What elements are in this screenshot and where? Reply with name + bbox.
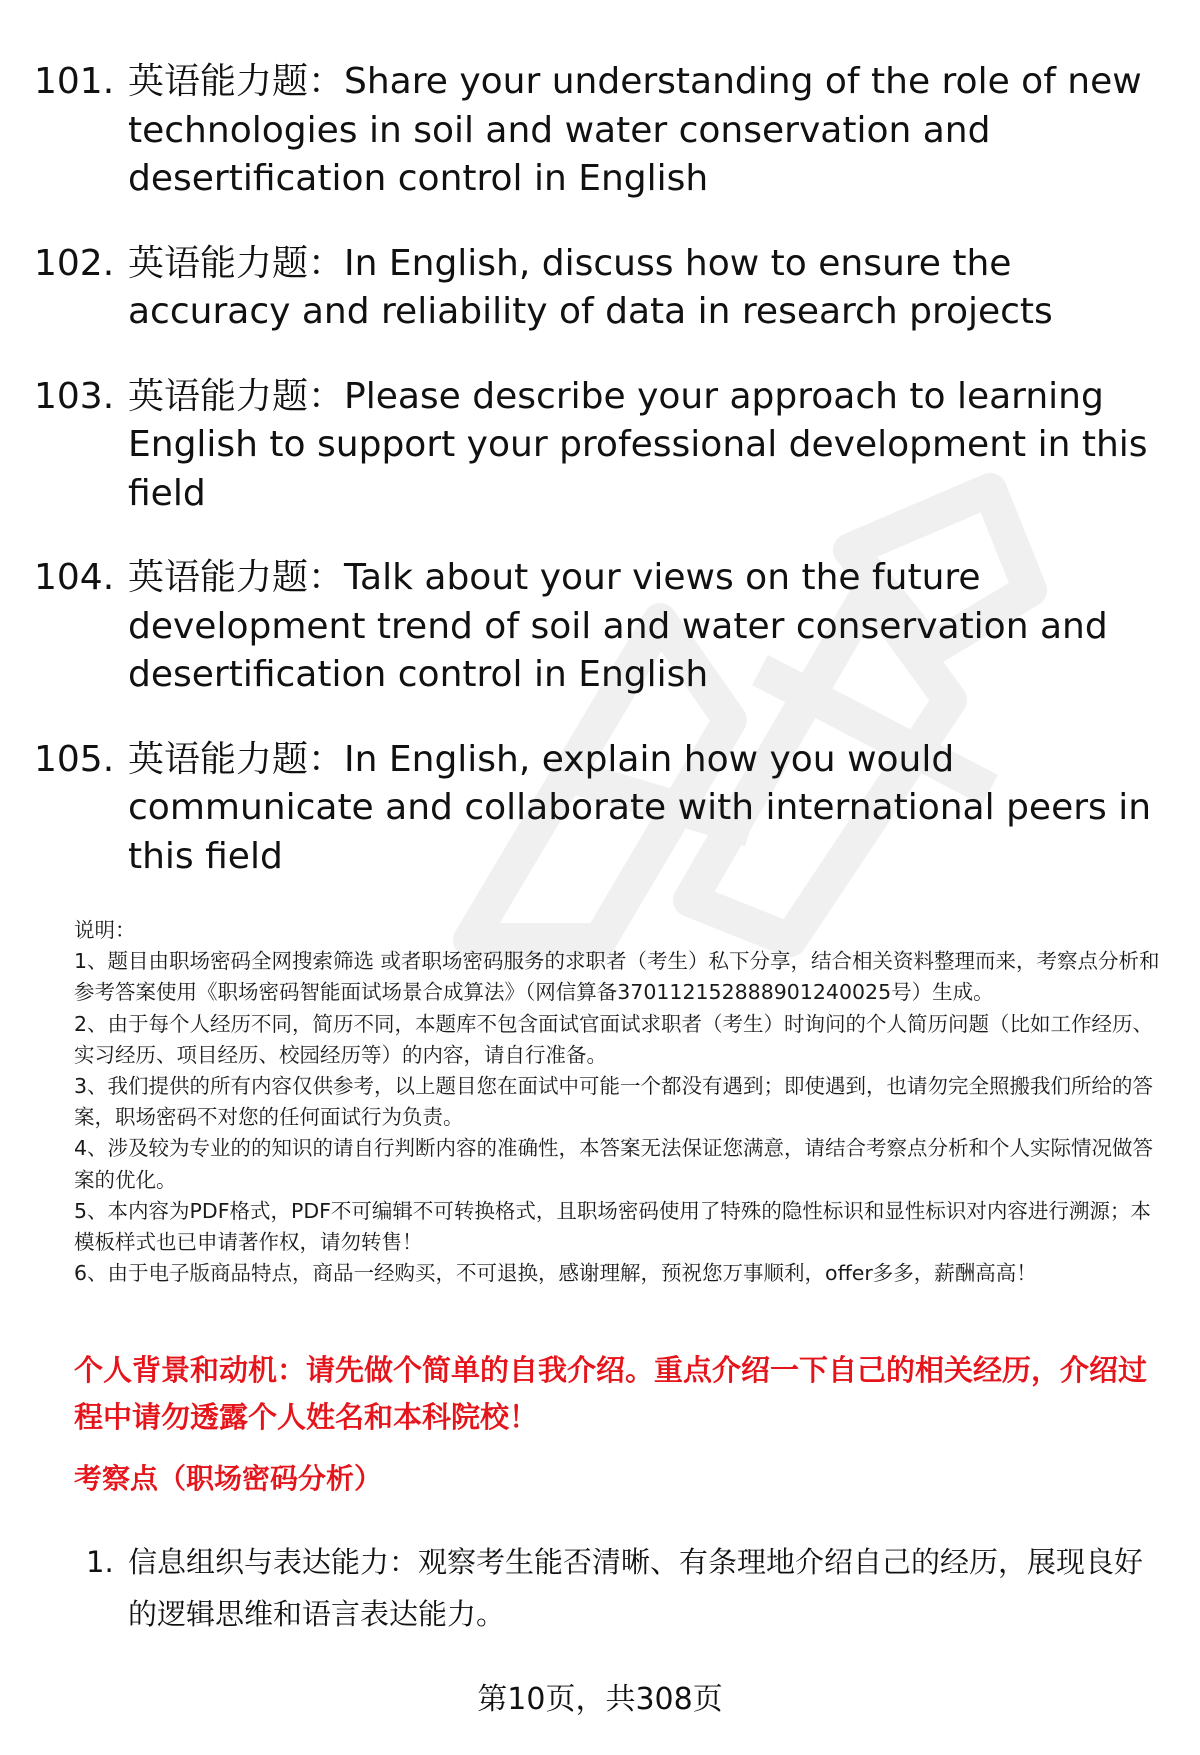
question-item [34,58,1174,204]
notes-section [74,915,1164,1289]
question-number: 101. [34,61,115,102]
note-item: 4、涉及较为专业的的知识的请自行判断内容的准确性，本答案无法保证您满意，请结合考察点分析和个人实际情况做答案的优化。 [74,1136,1154,1192]
question-number: 102. [34,242,115,284]
question-item [34,554,1174,700]
question-item [34,240,1174,337]
question-number: 104. [34,557,115,598]
analysis-subheading: 考察点（职场密码分析） [74,1462,383,1495]
analysis-point-list [86,1536,1166,1640]
notes-title: 说明： [74,918,136,942]
analysis-point [86,1536,1166,1640]
question-number: 103. [34,375,115,417]
note-item: 5、本内容为PDF格式，PDF不可编辑不可转换格式，且职场密码使用了特殊的隐性标识和显性标识对内容进行溯源；本模板样式也已申请著作权，请勿转售！ [74,1198,1151,1255]
question-text: 英语能力题：In English, discuss how to ensure the accuracy and reliability of data in research projects [128,242,1053,332]
question-list [34,58,1174,917]
note-item: 6、由于电子版商品特点，商品一经购买，不可退换，感谢理解，预祝您万事顺利，offer多多，薪酬高高！ [74,1261,1037,1286]
question-item [34,373,1174,519]
section-heading: 个人背景和动机：请先做个简单的自我介绍。重点介绍一下自己的相关经历，介绍过程中请勿透露个人姓名和本科院校！ [74,1353,1148,1434]
note-item: 3、我们提供的所有内容仅供参考，以上题目您在面试中可能一个都没有遇到；即使遇到，也请勿完全照搬我们所给的答案，职场密码不对您的任何面试行为负责。 [74,1074,1154,1130]
question-text: 英语能力题：In English, explain how you would communicate and collaborate with international peers in this field [128,738,1152,877]
question-text: 英语能力题：Please describe your approach to learning English to support your professional development in this field [128,375,1148,514]
question-text: 英语能力题：Share your understanding of the role of new technologies in soil and water conservation and desertification control in English [128,61,1142,199]
note-item: 2、由于每个人经历不同，简历不同，本题库不包含面试官面试求职者（考生）时询问的个人简历问题（比如工作经历、实习经历、项目经历、校园经历等）的内容，请自行准备。 [74,1011,1154,1067]
point-number: 1. [86,1545,114,1579]
question-text: 英语能力题：Talk about your views on the future development trend of soil and water conservation and desertification control in English [128,557,1108,695]
page-footer: 第10页，共308页 [477,1682,723,1717]
point-text: 信息组织与表达能力：观察考生能否清晰、有条理地介绍自己的经历，展现良好的逻辑思维和语言表达能力。 [128,1545,1144,1631]
question-item [34,736,1174,882]
question-number: 105. [34,738,115,780]
note-item: 1、题目由职场密码全网搜索筛选 或者职场密码服务的求职者（考生）私下分享，结合相关资料整理而来，考察点分析和参考答案使用《职场密码智能面试场景合成算法》（网信算备370112152888901240025号）生成。 [74,949,1160,1005]
